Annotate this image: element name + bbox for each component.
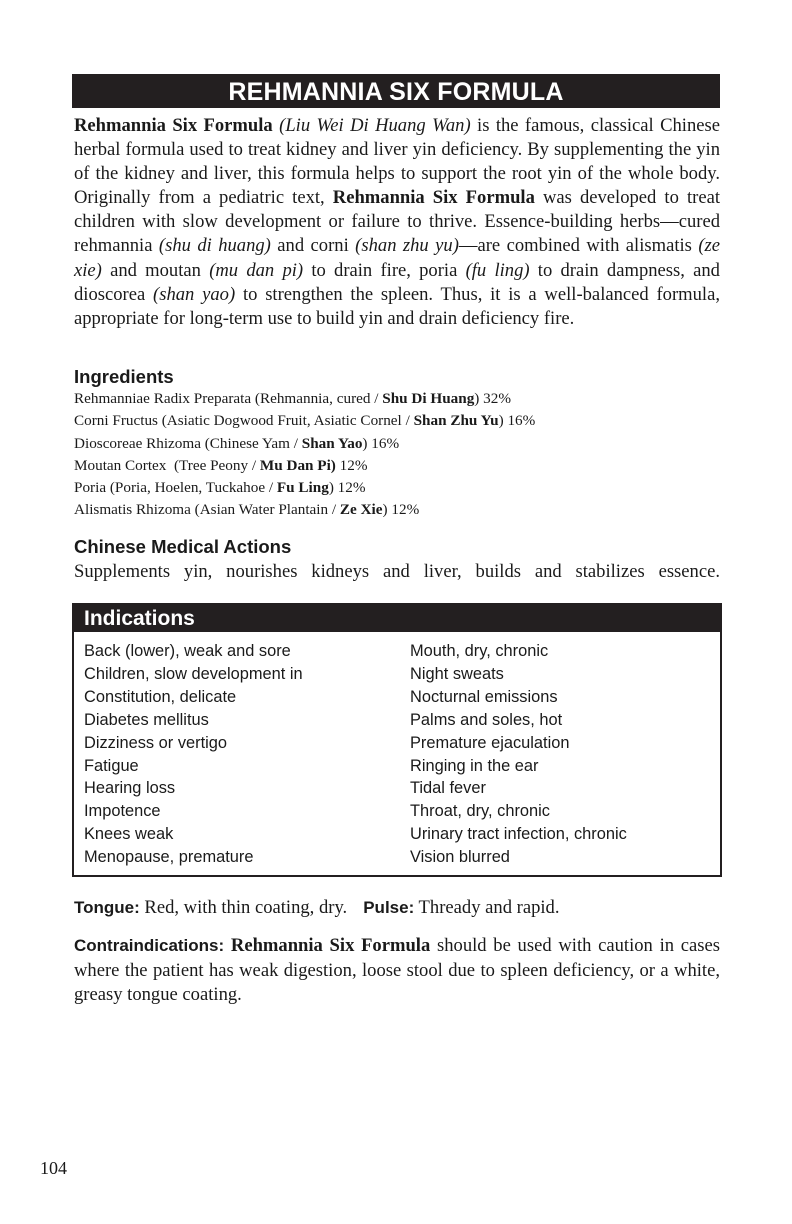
- page-title: REHMANNIA SIX FORMULA: [72, 74, 720, 108]
- ingredient-item: Corni Fructus (Asiatic Dogwood Fruit, Asiatic Cornel / Shan Zhu Yu) 16%: [74, 412, 536, 430]
- indications-box: [72, 603, 722, 877]
- tongue-pulse-line: [74, 896, 720, 920]
- ingredient-item: Moutan Cortex (Tree Peony / Mu Dan Pi) 12%: [74, 456, 368, 474]
- indication-item: Premature ejaculation: [410, 733, 570, 752]
- herb-pinyin: (shan yao): [153, 283, 236, 305]
- indication-item: Knees weak: [84, 825, 174, 844]
- ingredient-item: Alismatis Rhizoma (Asian Water Plantain / Ze Xie) 12%: [74, 501, 420, 519]
- pulse-label: Pulse:: [363, 898, 415, 917]
- ingredients-list: [74, 388, 720, 522]
- indication-item: Throat, dry, chronic: [410, 802, 550, 821]
- ingredient-item: Poria (Poria, Hoelen, Tuckahoe / Fu Ling) 12%: [74, 479, 366, 497]
- herb-pinyin: (shu di huang): [158, 235, 271, 257]
- indication-item: Menopause, premature: [84, 848, 254, 867]
- page-number: 104: [40, 1158, 67, 1178]
- indication-item: Nocturnal emissions: [410, 687, 558, 706]
- herb-pinyin: (mu dan pi): [209, 259, 304, 281]
- intro-paragraph: [74, 114, 720, 331]
- actions-text: Supplements yin, nourishes kidneys and liver, builds and stabilizes essence.: [74, 561, 720, 582]
- ingredient-item: Dioscoreae Rhizoma (Chinese Yam / Shan Yao) 16%: [74, 434, 400, 452]
- intro-text-3: and corni: [270, 235, 356, 257]
- indication-item: Dizziness or vertigo: [84, 733, 228, 752]
- indication-item: Mouth, dry, chronic: [410, 642, 549, 660]
- indication-item: Back (lower), weak and sore: [84, 642, 291, 660]
- ingredient-item: Rehmanniae Radix Preparata (Rehmannia, cured / Shu Di Huang) 32%: [74, 390, 511, 407]
- contraindications-paragraph: [74, 934, 720, 1008]
- contraindications-label: Contraindications:: [74, 936, 225, 955]
- tongue-label: Tongue:: [74, 898, 140, 917]
- formula-name-2: Rehmannia Six Formula: [332, 187, 535, 209]
- intro-text-2: was developed to treat children with slow development or failure to thrive. Essence-building herbs—cured rehmannia: [74, 187, 720, 257]
- actions-heading: Chinese Medical Actions: [74, 536, 292, 557]
- intro-text-7: to drain dampness, and dioscorea: [74, 259, 720, 305]
- indication-item: Tidal fever: [410, 779, 486, 798]
- herb-pinyin: (shan zhu yu): [355, 235, 459, 257]
- intro-text-5: and moutan: [101, 259, 210, 281]
- indication-item: Palms and soles, hot: [410, 710, 563, 729]
- indication-item: Hearing loss: [84, 779, 176, 798]
- tongue-text: Red, with thin coating, dry.: [139, 897, 348, 918]
- indication-item: Impotence: [84, 802, 161, 821]
- indications-heading: Indications: [74, 605, 720, 632]
- intro-text-4: —are combined with alismatis: [458, 235, 699, 257]
- pulse-text: Thready and rapid.: [414, 897, 560, 918]
- pinyin-name: (Liu Wei Di Huang Wan): [279, 115, 471, 136]
- indication-item: Diabetes mellitus: [84, 710, 209, 729]
- formula-name: Rehmannia Six Formula: [74, 115, 273, 136]
- indications-left-column: [84, 640, 303, 869]
- formula-name-3: Rehmannia Six Formula: [230, 935, 431, 956]
- indication-item: Ringing in the ear: [410, 756, 539, 775]
- contraindications-text: should be used with caution in cases where the patient has weak digestion, loose stool due to spleen deficiency, or a white, greasy tongue coating.: [74, 935, 720, 1005]
- intro-text-6: to drain fire, poria: [303, 259, 466, 281]
- herb-pinyin: (ze xie): [74, 235, 720, 281]
- indication-item: Children, slow development in: [84, 664, 303, 683]
- indication-item: Night sweats: [410, 664, 504, 683]
- indication-item: Fatigue: [84, 756, 139, 775]
- indication-item: Urinary tract infection, chronic: [410, 825, 627, 844]
- ingredients-heading: Ingredients: [74, 366, 174, 387]
- intro-text: is the famous, classical Chinese herbal formula used to treat kidney and liver yin deficiency. By supplementing the yin of the kidney and liver, this formula helps to support the root yin of the whole body. Originally from a pediatric text,: [74, 115, 720, 209]
- indication-item: Vision blurred: [410, 848, 510, 867]
- herb-pinyin: (fu ling): [465, 259, 530, 281]
- indication-item: Constitution, delicate: [84, 687, 237, 706]
- intro-text-8: to strengthen the spleen. Thus, it is a well-balanced formula, appropriate for long-term use to build yin and drain deficiency fire.: [74, 283, 720, 329]
- indications-right-column: [410, 640, 627, 869]
